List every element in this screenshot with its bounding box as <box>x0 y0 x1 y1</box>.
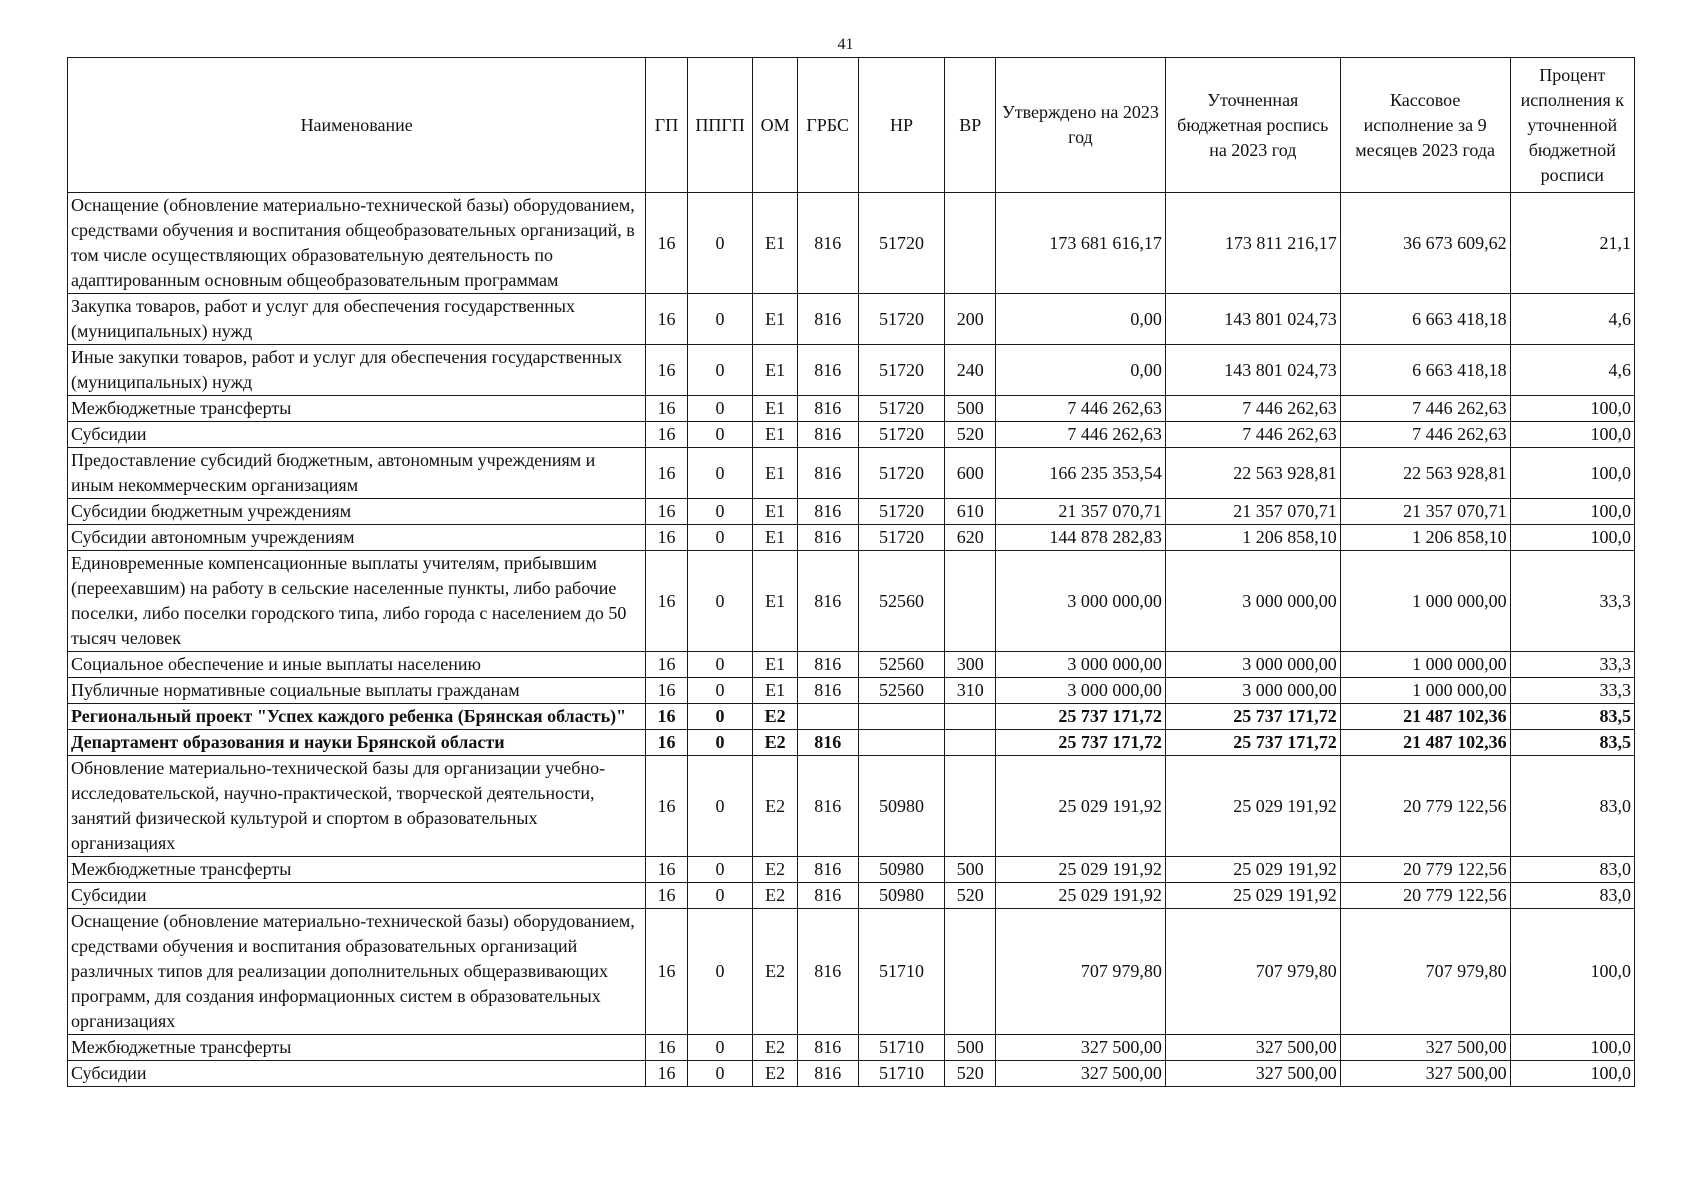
table-row <box>68 678 1635 704</box>
cell-nr: 51720 <box>858 193 945 294</box>
cell-name: Субсидии <box>68 422 646 448</box>
cell-name: Межбюджетные трансферты <box>68 857 646 883</box>
cell-name: Социальное обеспечение и иные выплаты населению <box>68 652 646 678</box>
header-percent: Процент исполнения к уточненной бюджетной росписи <box>1510 58 1634 193</box>
cell-ppgp: 0 <box>687 396 753 422</box>
cell-refined: 21 357 070,71 <box>1165 499 1340 525</box>
cell-om: E1 <box>753 525 797 551</box>
cell-grbs: 816 <box>797 883 858 909</box>
cell-name: Публичные нормативные социальные выплаты гражданам <box>68 678 646 704</box>
cell-gp: 16 <box>646 499 687 525</box>
cell-ppgp: 0 <box>687 909 753 1035</box>
cell-cash: 20 779 122,56 <box>1340 883 1510 909</box>
cell-cash: 21 357 070,71 <box>1340 499 1510 525</box>
table-row <box>68 551 1635 652</box>
cell-name: Оснащение (обновление материально-технической базы) оборудованием, средствами обучения и воспитания образовательных организаций различных типов для реализации дополнительных общеразвивающих программ, для создания информационных систем в образовательных организациях <box>68 909 646 1035</box>
cell-nr: 51720 <box>858 525 945 551</box>
cell-name: Закупка товаров, работ и услуг для обеспечения государственных (муниципальных) нужд <box>68 294 646 345</box>
table-row <box>68 652 1635 678</box>
cell-refined: 143 801 024,73 <box>1165 345 1340 396</box>
cell-refined: 143 801 024,73 <box>1165 294 1340 345</box>
table-row <box>68 909 1635 1035</box>
cell-nr: 52560 <box>858 678 945 704</box>
cell-nr: 50980 <box>858 883 945 909</box>
cell-nr: 50980 <box>858 756 945 857</box>
cell-gp: 16 <box>646 1035 687 1061</box>
cell-ppgp: 0 <box>687 193 753 294</box>
cell-percent: 100,0 <box>1510 422 1634 448</box>
cell-name: Межбюджетные трансферты <box>68 396 646 422</box>
cell-percent: 33,3 <box>1510 678 1634 704</box>
header-gp: ГП <box>646 58 687 193</box>
cell-om: E1 <box>753 345 797 396</box>
cell-grbs: 816 <box>797 193 858 294</box>
cell-vr <box>945 756 996 857</box>
cell-vr: 310 <box>945 678 996 704</box>
cell-refined: 7 446 262,63 <box>1165 422 1340 448</box>
table-row <box>68 730 1635 756</box>
table-row <box>68 294 1635 345</box>
cell-gp: 16 <box>646 551 687 652</box>
cell-approved: 3 000 000,00 <box>996 652 1166 678</box>
cell-grbs: 816 <box>797 345 858 396</box>
cell-gp: 16 <box>646 756 687 857</box>
cell-vr: 300 <box>945 652 996 678</box>
table-row <box>68 756 1635 857</box>
cell-vr <box>945 704 996 730</box>
cell-refined: 707 979,80 <box>1165 909 1340 1035</box>
header-name: Наименование <box>68 58 646 193</box>
cell-approved: 25 737 171,72 <box>996 704 1166 730</box>
cell-approved: 21 357 070,71 <box>996 499 1166 525</box>
cell-ppgp: 0 <box>687 551 753 652</box>
cell-approved: 7 446 262,63 <box>996 396 1166 422</box>
cell-percent: 33,3 <box>1510 551 1634 652</box>
header-vr: ВР <box>945 58 996 193</box>
cell-gp: 16 <box>646 525 687 551</box>
table-row <box>68 1061 1635 1087</box>
cell-ppgp: 0 <box>687 525 753 551</box>
header-approved: Утверждено на 2023 год <box>996 58 1166 193</box>
cell-gp: 16 <box>646 857 687 883</box>
cell-grbs: 816 <box>797 294 858 345</box>
cell-grbs: 816 <box>797 756 858 857</box>
cell-name: Региональный проект "Успех каждого ребенка (Брянская область)" <box>68 704 646 730</box>
cell-refined: 25 737 171,72 <box>1165 730 1340 756</box>
cell-cash: 1 000 000,00 <box>1340 678 1510 704</box>
cell-vr <box>945 551 996 652</box>
cell-ppgp: 0 <box>687 448 753 499</box>
cell-nr: 51720 <box>858 422 945 448</box>
cell-ppgp: 0 <box>687 1035 753 1061</box>
cell-cash: 7 446 262,63 <box>1340 396 1510 422</box>
cell-name: Иные закупки товаров, работ и услуг для обеспечения государственных (муниципальных) нужд <box>68 345 646 396</box>
cell-cash: 707 979,80 <box>1340 909 1510 1035</box>
cell-ppgp: 0 <box>687 730 753 756</box>
cell-om: E1 <box>753 652 797 678</box>
cell-percent: 83,0 <box>1510 756 1634 857</box>
header-grbs: ГРБС <box>797 58 858 193</box>
cell-grbs: 816 <box>797 525 858 551</box>
cell-grbs: 816 <box>797 909 858 1035</box>
cell-percent: 100,0 <box>1510 448 1634 499</box>
cell-cash: 1 206 858,10 <box>1340 525 1510 551</box>
header-ppgp: ППГП <box>687 58 753 193</box>
table-row <box>68 525 1635 551</box>
cell-ppgp: 0 <box>687 678 753 704</box>
table-row <box>68 448 1635 499</box>
cell-cash: 20 779 122,56 <box>1340 756 1510 857</box>
cell-name: Оснащение (обновление материально-технической базы) оборудованием, средствами обучения и воспитания общеобразовательных организаций, в том числе осуществляющих образовательную деятельность по адаптированным основным общеобразовательным программам <box>68 193 646 294</box>
cell-cash: 327 500,00 <box>1340 1061 1510 1087</box>
cell-approved: 0,00 <box>996 345 1166 396</box>
table-row <box>68 499 1635 525</box>
cell-gp: 16 <box>646 345 687 396</box>
cell-om: E2 <box>753 756 797 857</box>
cell-vr: 500 <box>945 857 996 883</box>
cell-cash: 6 663 418,18 <box>1340 294 1510 345</box>
cell-ppgp: 0 <box>687 294 753 345</box>
cell-gp: 16 <box>646 448 687 499</box>
cell-percent: 100,0 <box>1510 1035 1634 1061</box>
cell-grbs: 816 <box>797 857 858 883</box>
cell-om: E1 <box>753 499 797 525</box>
cell-approved: 144 878 282,83 <box>996 525 1166 551</box>
cell-percent: 33,3 <box>1510 652 1634 678</box>
cell-name: Субсидии <box>68 1061 646 1087</box>
cell-refined: 25 029 191,92 <box>1165 857 1340 883</box>
cell-refined: 25 029 191,92 <box>1165 756 1340 857</box>
cell-vr: 500 <box>945 396 996 422</box>
header-cash: Кассовое исполнение за 9 месяцев 2023 года <box>1340 58 1510 193</box>
cell-percent: 100,0 <box>1510 499 1634 525</box>
cell-approved: 25 737 171,72 <box>996 730 1166 756</box>
cell-gp: 16 <box>646 678 687 704</box>
cell-vr: 240 <box>945 345 996 396</box>
cell-nr: 51710 <box>858 1061 945 1087</box>
cell-approved: 25 029 191,92 <box>996 857 1166 883</box>
cell-cash: 21 487 102,36 <box>1340 730 1510 756</box>
cell-nr <box>858 704 945 730</box>
cell-ppgp: 0 <box>687 883 753 909</box>
cell-vr: 200 <box>945 294 996 345</box>
budget-table <box>67 57 1635 1087</box>
cell-refined: 22 563 928,81 <box>1165 448 1340 499</box>
cell-percent: 100,0 <box>1510 396 1634 422</box>
cell-nr: 51720 <box>858 448 945 499</box>
cell-vr: 620 <box>945 525 996 551</box>
cell-ppgp: 0 <box>687 499 753 525</box>
cell-refined: 173 811 216,17 <box>1165 193 1340 294</box>
table-row <box>68 396 1635 422</box>
cell-name: Субсидии <box>68 883 646 909</box>
cell-approved: 166 235 353,54 <box>996 448 1166 499</box>
cell-om: E1 <box>753 193 797 294</box>
cell-refined: 1 206 858,10 <box>1165 525 1340 551</box>
cell-nr: 51720 <box>858 294 945 345</box>
cell-om: E2 <box>753 857 797 883</box>
cell-cash: 21 487 102,36 <box>1340 704 1510 730</box>
cell-cash: 7 446 262,63 <box>1340 422 1510 448</box>
cell-vr: 520 <box>945 1061 996 1087</box>
cell-gp: 16 <box>646 652 687 678</box>
cell-grbs: 816 <box>797 678 858 704</box>
cell-name: Межбюджетные трансферты <box>68 1035 646 1061</box>
cell-percent: 83,5 <box>1510 704 1634 730</box>
cell-name: Субсидии бюджетным учреждениям <box>68 499 646 525</box>
cell-grbs: 816 <box>797 396 858 422</box>
cell-om: E1 <box>753 422 797 448</box>
table-row <box>68 422 1635 448</box>
cell-refined: 25 737 171,72 <box>1165 704 1340 730</box>
cell-om: E1 <box>753 448 797 499</box>
table-body <box>68 193 1635 1087</box>
cell-om: E2 <box>753 1035 797 1061</box>
cell-nr: 52560 <box>858 551 945 652</box>
cell-percent: 4,6 <box>1510 345 1634 396</box>
cell-cash: 1 000 000,00 <box>1340 551 1510 652</box>
cell-nr: 51720 <box>858 396 945 422</box>
cell-ppgp: 0 <box>687 422 753 448</box>
cell-approved: 25 029 191,92 <box>996 756 1166 857</box>
cell-vr <box>945 909 996 1035</box>
cell-cash: 1 000 000,00 <box>1340 652 1510 678</box>
cell-om: E1 <box>753 396 797 422</box>
cell-vr: 520 <box>945 422 996 448</box>
cell-cash: 6 663 418,18 <box>1340 345 1510 396</box>
cell-nr: 51720 <box>858 345 945 396</box>
cell-gp: 16 <box>646 193 687 294</box>
cell-nr: 50980 <box>858 857 945 883</box>
cell-nr: 51710 <box>858 909 945 1035</box>
cell-om: E2 <box>753 704 797 730</box>
cell-grbs: 816 <box>797 422 858 448</box>
cell-approved: 173 681 616,17 <box>996 193 1166 294</box>
cell-ppgp: 0 <box>687 857 753 883</box>
cell-nr: 51710 <box>858 1035 945 1061</box>
cell-percent: 83,0 <box>1510 857 1634 883</box>
cell-gp: 16 <box>646 294 687 345</box>
table-row <box>68 883 1635 909</box>
cell-refined: 25 029 191,92 <box>1165 883 1340 909</box>
cell-vr <box>945 193 996 294</box>
cell-percent: 83,0 <box>1510 883 1634 909</box>
cell-name: Единовременные компенсационные выплаты учителям, прибывшим (переехавшим) на работу в сельские населенные пункты, либо рабочие поселки, либо поселки городского типа, либо города с населением до 50 тысяч человек <box>68 551 646 652</box>
cell-vr: 600 <box>945 448 996 499</box>
cell-name: Предоставление субсидий бюджетным, автономным учреждениям и иным некоммерческим организациям <box>68 448 646 499</box>
cell-vr: 500 <box>945 1035 996 1061</box>
page-number: 41 <box>837 36 854 53</box>
cell-percent: 83,5 <box>1510 730 1634 756</box>
cell-gp: 16 <box>646 704 687 730</box>
cell-percent: 100,0 <box>1510 909 1634 1035</box>
cell-grbs: 816 <box>797 448 858 499</box>
cell-om: E1 <box>753 678 797 704</box>
header-om: ОМ <box>753 58 797 193</box>
cell-gp: 16 <box>646 422 687 448</box>
table-row <box>68 193 1635 294</box>
cell-grbs: 816 <box>797 652 858 678</box>
table-row <box>68 1035 1635 1061</box>
cell-grbs: 816 <box>797 551 858 652</box>
cell-approved: 327 500,00 <box>996 1035 1166 1061</box>
cell-om: E2 <box>753 883 797 909</box>
cell-gp: 16 <box>646 909 687 1035</box>
cell-vr <box>945 730 996 756</box>
cell-approved: 3 000 000,00 <box>996 551 1166 652</box>
cell-percent: 21,1 <box>1510 193 1634 294</box>
cell-approved: 0,00 <box>996 294 1166 345</box>
cell-refined: 3 000 000,00 <box>1165 551 1340 652</box>
cell-ppgp: 0 <box>687 756 753 857</box>
cell-name: Субсидии автономным учреждениям <box>68 525 646 551</box>
header-row <box>68 58 1635 193</box>
cell-om: E2 <box>753 1061 797 1087</box>
cell-grbs: 816 <box>797 499 858 525</box>
cell-grbs: 816 <box>797 1061 858 1087</box>
cell-name: Обновление материально-технической базы для организации учебно-исследовательской, научно-практической, творческой деятельности, занятий физической культурой и спортом в образовательных организациях <box>68 756 646 857</box>
cell-cash: 327 500,00 <box>1340 1035 1510 1061</box>
cell-cash: 22 563 928,81 <box>1340 448 1510 499</box>
cell-refined: 3 000 000,00 <box>1165 652 1340 678</box>
cell-nr: 52560 <box>858 652 945 678</box>
cell-cash: 36 673 609,62 <box>1340 193 1510 294</box>
cell-percent: 4,6 <box>1510 294 1634 345</box>
cell-gp: 16 <box>646 730 687 756</box>
cell-grbs: 816 <box>797 1035 858 1061</box>
cell-approved: 707 979,80 <box>996 909 1166 1035</box>
table-row <box>68 704 1635 730</box>
cell-om: E2 <box>753 909 797 1035</box>
cell-nr: 51720 <box>858 499 945 525</box>
cell-grbs: 816 <box>797 730 858 756</box>
cell-nr <box>858 730 945 756</box>
cell-approved: 7 446 262,63 <box>996 422 1166 448</box>
cell-ppgp: 0 <box>687 345 753 396</box>
cell-ppgp: 0 <box>687 652 753 678</box>
cell-approved: 327 500,00 <box>996 1061 1166 1087</box>
table-row <box>68 345 1635 396</box>
cell-refined: 7 446 262,63 <box>1165 396 1340 422</box>
cell-cash: 20 779 122,56 <box>1340 857 1510 883</box>
cell-percent: 100,0 <box>1510 525 1634 551</box>
cell-grbs <box>797 704 858 730</box>
cell-om: E2 <box>753 730 797 756</box>
cell-vr: 610 <box>945 499 996 525</box>
cell-percent: 100,0 <box>1510 1061 1634 1087</box>
cell-ppgp: 0 <box>687 1061 753 1087</box>
table-row <box>68 857 1635 883</box>
cell-gp: 16 <box>646 396 687 422</box>
cell-vr: 520 <box>945 883 996 909</box>
cell-refined: 3 000 000,00 <box>1165 678 1340 704</box>
cell-name: Департамент образования и науки Брянской области <box>68 730 646 756</box>
cell-om: E1 <box>753 551 797 652</box>
cell-om: E1 <box>753 294 797 345</box>
header-refined: Уточненная бюджетная роспись на 2023 год <box>1165 58 1340 193</box>
cell-ppgp: 0 <box>687 704 753 730</box>
header-nr: НР <box>858 58 945 193</box>
cell-refined: 327 500,00 <box>1165 1035 1340 1061</box>
cell-approved: 25 029 191,92 <box>996 883 1166 909</box>
cell-refined: 327 500,00 <box>1165 1061 1340 1087</box>
cell-approved: 3 000 000,00 <box>996 678 1166 704</box>
cell-gp: 16 <box>646 883 687 909</box>
cell-gp: 16 <box>646 1061 687 1087</box>
